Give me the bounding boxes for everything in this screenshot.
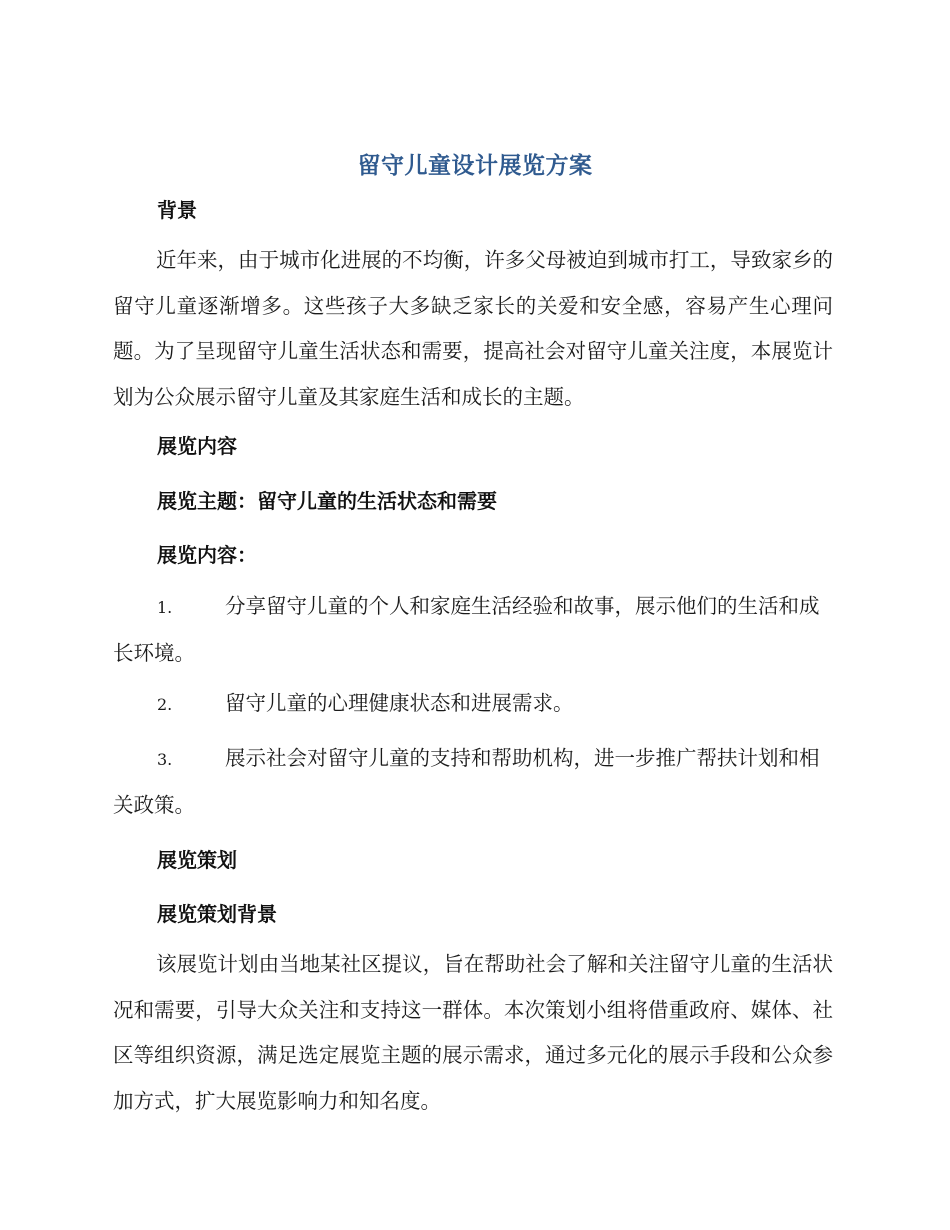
list-item-number: 2. [157,695,173,714]
background-paragraph: 近年来，由于城市化进展的不均衡，许多父母被迫到城市打工，导致家乡的留守儿童逐渐增多。这些孩子大多缺乏家长的关爱和安全感，容易产生心理问题。为了呈现留守儿童生活状态和需要，提高社会对留守儿童关注度，本展览计划为公众展示留守儿童及其家庭生活和成长的主题。 [113,248,833,409]
exhibition-content-heading: 展览内容 [157,434,237,458]
exhibition-theme-heading: 展览主题：留守儿童的生活状态和需要 [157,489,497,513]
planning-background-heading: 展览策划背景 [157,902,277,926]
list-item [113,681,833,728]
list-item-text: 展示社会对留守儿童的支持和帮助机构，进一步推广帮扶计划和相关政策。 [113,746,820,817]
list-item-text: 分享留守儿童的个人和家庭生活经验和故事，展示他们的生活和成长环境。 [113,594,820,665]
exhibition-content-subheading: 展览内容： [157,543,257,567]
exhibition-planning-heading: 展览策划 [157,848,237,872]
document-title: 留守儿童设计展览方案 [357,153,593,179]
list-item [113,584,833,676]
list-item-text: 留守儿童的心理健康状态和进展需求。 [225,691,574,715]
list-item [113,736,833,828]
list-item-number: 1. [157,598,173,617]
planning-paragraph: 该展览计划由当地某社区提议，旨在帮助社会了解和关注留守儿童的生活状况和需要，引导大众关注和支持这一群体。本次策划小组将借重政府、媒体、社区等组织资源，满足选定展览主题的展示需求，通过多元化的展示手段和公众参加方式，扩大展览影响力和知名度。 [113,952,833,1113]
background-heading: 背景 [157,198,197,222]
list-item-number: 3. [157,750,173,769]
